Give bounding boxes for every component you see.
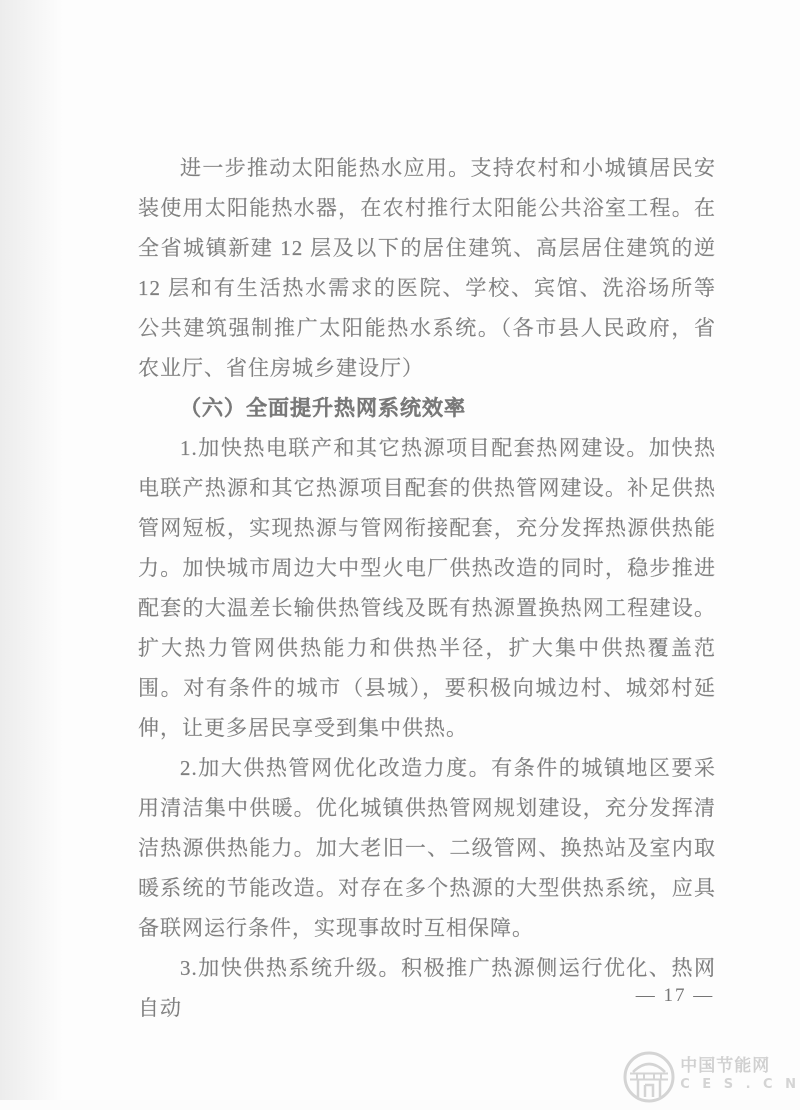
watermark-site-code: C E S . C N xyxy=(680,1077,800,1092)
scan-edge-shadow xyxy=(0,0,70,1100)
document-body xyxy=(138,148,716,1028)
watermark xyxy=(621,1048,800,1110)
paragraph-solar-hot-water: 进一步推动太阳能热水应用。支持农村和小城镇居民安装使用太阳能热水器，在农村推行太阳能公共浴室工程。在全省城镇新建 12 层及以下的居住建筑、高层居住建筑的逆 12 层和有生活热水需求的医院、学校、宾馆、洗浴场所等公共建筑强制推广太阳能热水系统。（各市县人民政府，省农业厅、省住房城乡建设厅） xyxy=(138,156,716,380)
paragraph-item-1-heat-network: 1.加快热电联产和其它热源项目配套热网建设。加快热电联产热源和其它热源项目配套的供热管网建设。补足供热管网短板，实现热源与管网衔接配套，充分发挥热源供热能力。加快城市周边大中型火电厂供热改造的同时，稳步推进配套的大温差长输供热管线及既有热源置换热网工程建设。扩大热力管网供热能力和供热半径，扩大集中供热覆盖范围。对有条件的城市（县城），要积极向城边村、城郊村延伸，让更多居民享受到集中供热。 xyxy=(138,436,716,740)
watermark-text-block xyxy=(680,1048,800,1093)
page-number: — 17 — xyxy=(635,985,715,1006)
ces-logo-icon xyxy=(621,1048,677,1110)
paragraph-item-2-pipe-network: 2.加大供热管网优化改造力度。有条件的城镇地区要采用清洁集中供暖。优化城镇供热管网规划建设，充分发挥清洁热源供热能力。加大老旧一、二级管网、换热站及室内取暖系统的节能改造。对存在多个热源的大型供热系统，应具备联网运行条件，实现事故时互相保障。 xyxy=(138,756,716,940)
section-heading-6: （六）全面提升热网系统效率 xyxy=(180,396,466,420)
watermark-site-name: 中国节能网 xyxy=(680,1056,771,1076)
paragraph-item-3-system-upgrade: 3.加快供热系统升级。积极推广热源侧运行优化、热网自动 xyxy=(138,956,716,1020)
